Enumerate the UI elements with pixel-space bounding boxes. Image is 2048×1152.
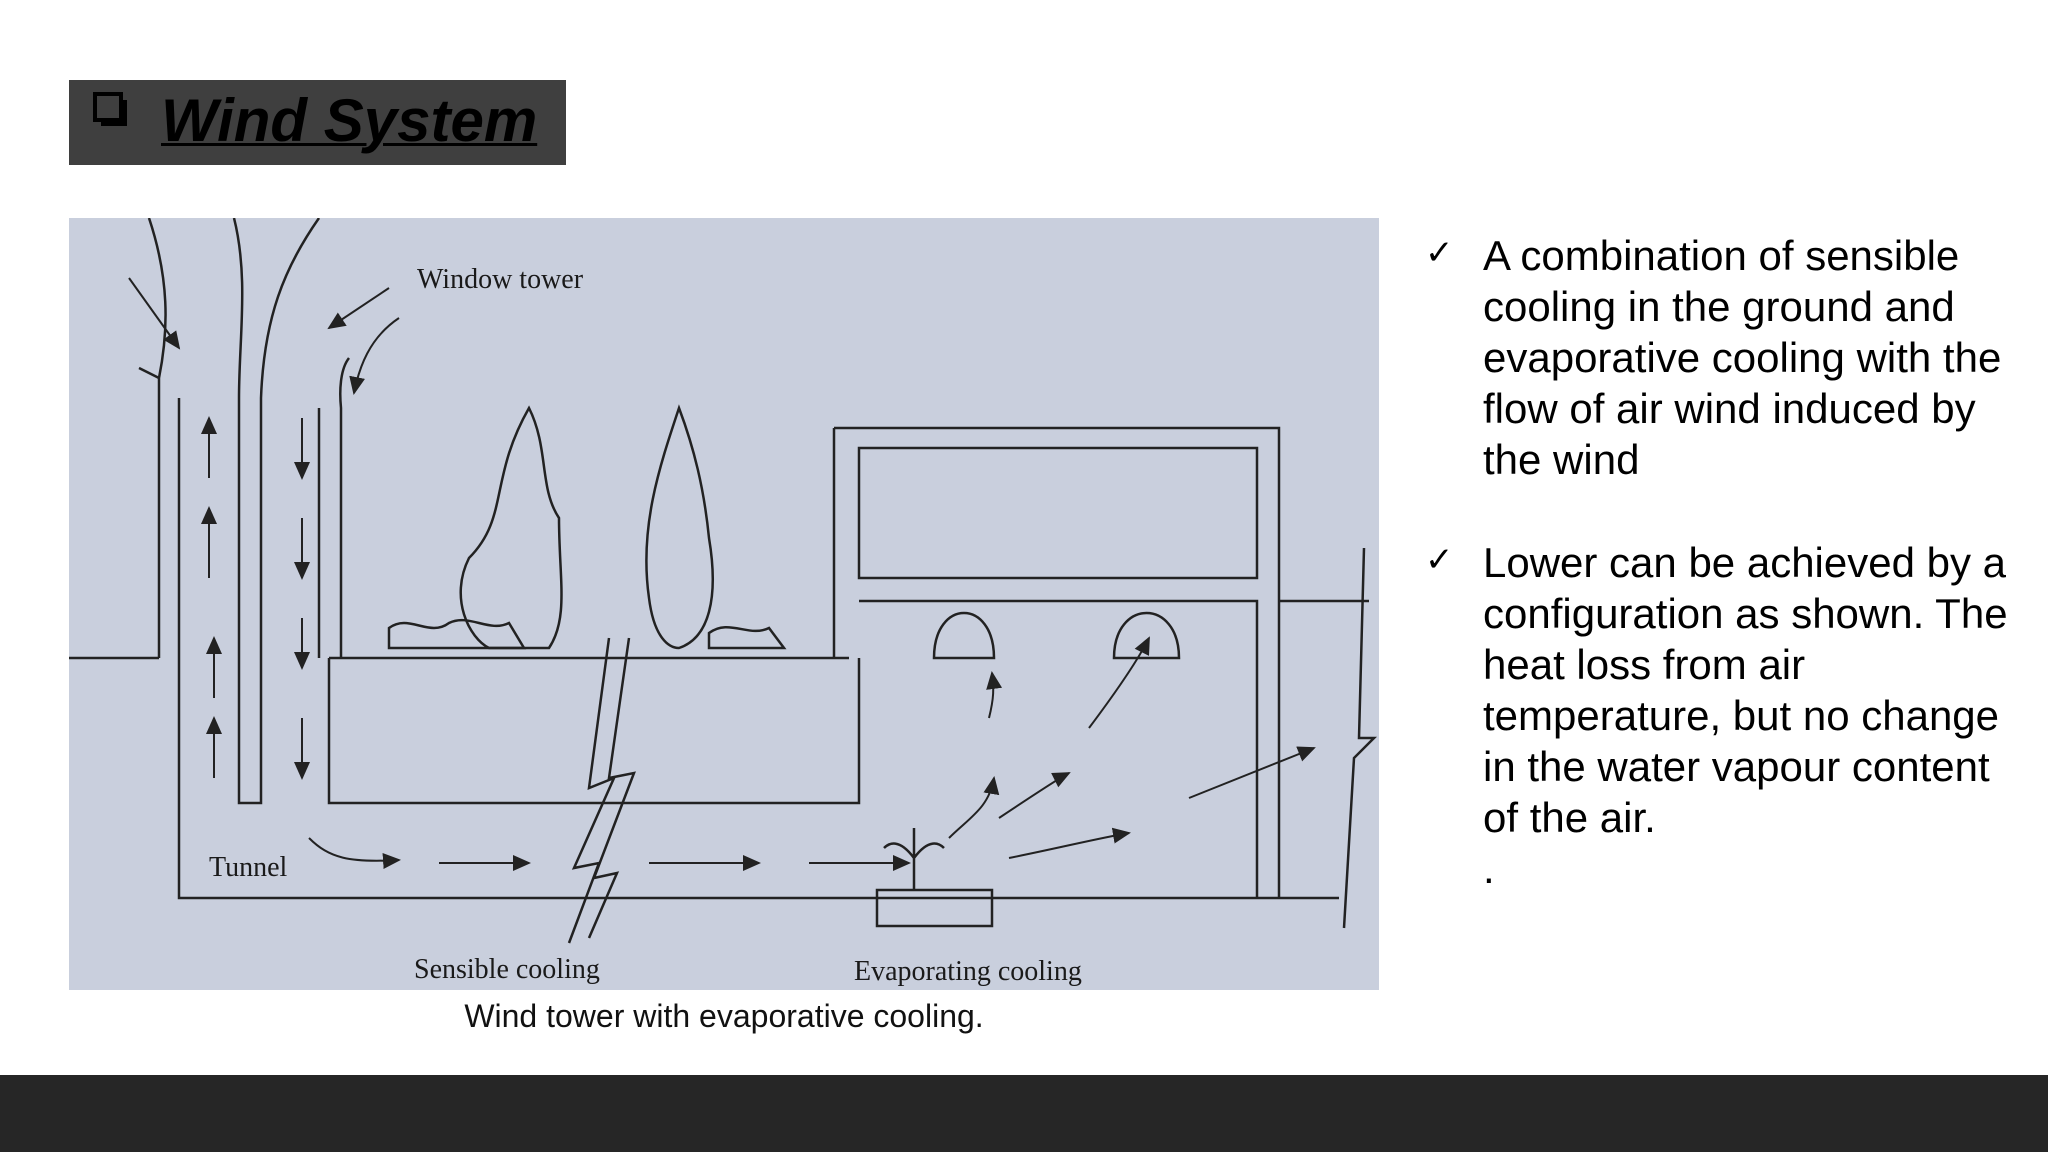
label-tunnel: Tunnel [209, 852, 288, 883]
figure-caption: Wind tower with evaporative cooling. [464, 998, 984, 1034]
checkmark-icon: ✓ [1425, 233, 1454, 273]
checkmark-icon: ✓ [1425, 540, 1454, 580]
label-evaporating-cooling: Evaporating cooling [854, 956, 1082, 987]
vent-right [1114, 613, 1179, 658]
slide-title-box [69, 80, 566, 165]
tower-outer-left [149, 218, 166, 658]
vent-left [934, 613, 994, 658]
label-window-tower: Window tower [417, 264, 584, 295]
tree-left [461, 408, 562, 648]
upper-room [859, 448, 1257, 578]
tower-core [234, 218, 319, 803]
tunnel-top [329, 658, 859, 803]
tower-outer-right [340, 358, 349, 658]
bullet-trailing-dot: . [1483, 845, 1495, 892]
bullet-list [1425, 230, 2025, 894]
bullet-text: Lower can be achieved by a configuration as shown. The heat loss from air temperature, but no change in the water vapour content of the air. [1483, 539, 2008, 841]
tree-right [646, 408, 712, 648]
slide-title: Wind System [161, 87, 538, 154]
checkbox-square-icon [91, 90, 131, 130]
evaporative-pad [877, 890, 992, 926]
footer-bar [0, 1075, 2048, 1152]
bullet-text: A combination of sensible cooling in the ground and evaporative cooling with the flow of air wind induced by the wind [1483, 232, 2002, 483]
wind-tower-diagram [69, 218, 1379, 990]
bullet-item [1425, 230, 2025, 485]
label-sensible-cooling: Sensible cooling [414, 954, 600, 985]
building-outline [834, 428, 1279, 898]
bullet-item [1425, 537, 2025, 894]
